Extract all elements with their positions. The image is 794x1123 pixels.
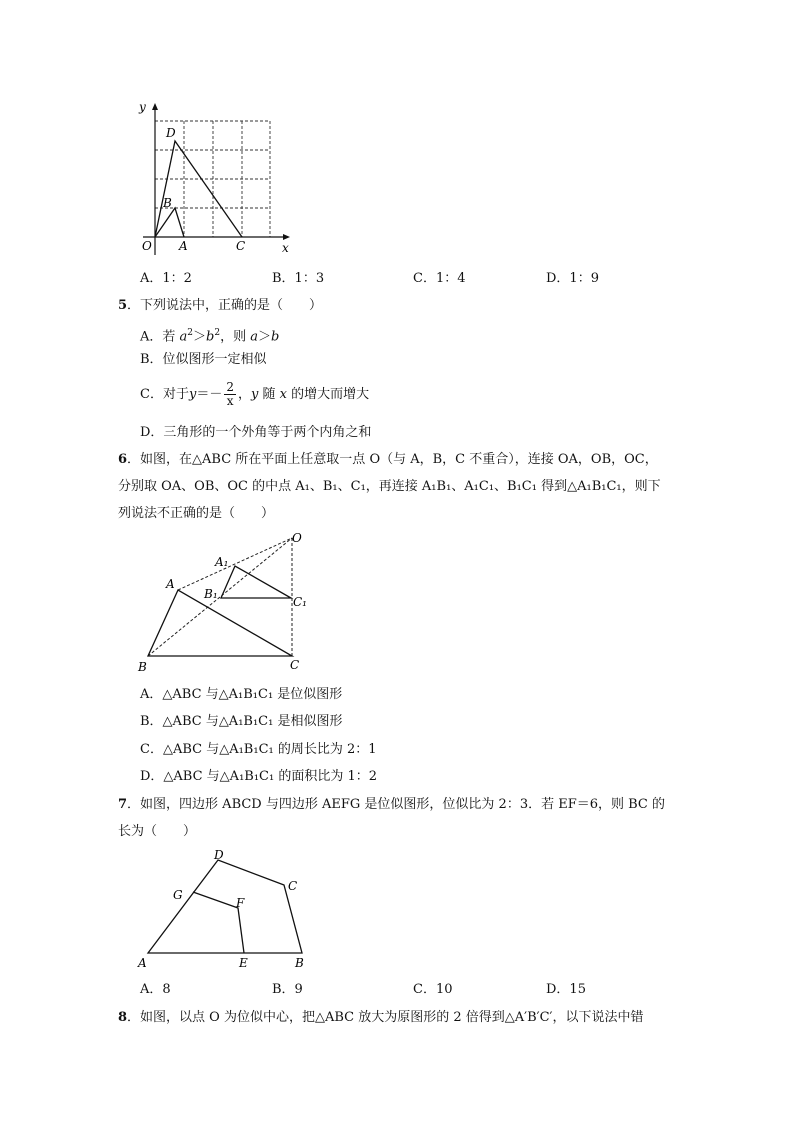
q7-label-B: B — [295, 956, 304, 970]
q6-stem-line3: 列说法不正确的是（ ） — [118, 506, 275, 521]
q7-label-E: E — [239, 956, 248, 970]
q4-option-a[interactable]: A．1：2 — [140, 271, 192, 286]
q7-quad-abcd — [148, 860, 302, 953]
q5a-var-a: a — [179, 329, 188, 345]
q6-label-C: C — [290, 658, 300, 672]
q7-label-A: A — [138, 956, 147, 970]
q5c-numerator: 2 — [226, 380, 234, 394]
q4-label-C: C — [236, 239, 246, 253]
q6-triangle-abc — [148, 590, 292, 656]
q4-axes — [143, 107, 285, 255]
q5-option-b[interactable]: B．位似图形一定相似 — [140, 352, 267, 367]
q5-option-a[interactable] — [140, 324, 279, 346]
q6-label-C1: C₁ — [293, 595, 307, 609]
q6-triangle-a1b1c1 — [221, 566, 291, 598]
q6-label-A: A — [166, 577, 175, 591]
q5a-part2: ，则 — [220, 329, 251, 345]
q4-triangles — [155, 141, 242, 237]
q6-label-B1: B₁ — [204, 587, 218, 601]
q7-option-b[interactable]: B．9 — [272, 982, 303, 997]
q4-label-y: y — [139, 100, 146, 114]
q7-label-G: G — [173, 888, 183, 902]
q5-stem-text: ．下列说法中，正确的是（ ） — [127, 298, 323, 313]
q6-stem-line2: 分别取 OA、OB、OC 的中点 A₁、B₁、C₁，再连接 A₁B₁、A₁C₁、B₁C₁ 得到△A₁B₁C₁，则下 — [118, 479, 661, 494]
q7-stem-line2: 长为（ ） — [118, 824, 197, 839]
q5-number: 5 — [118, 298, 128, 313]
q4-figure — [135, 95, 305, 260]
q8-line1-text: ．如图，以点 O 为位似中心，把△ABC 放大为原图形的 2 倍得到△A′B′C′，以下说法中错 — [127, 1010, 644, 1025]
q4-label-D: D — [166, 126, 176, 140]
q7-line1-text: ．如图，四边形 ABCD 与四边形 AEFG 是位似图形，位似比为 2：3．若 EF＝6，则 BC 的 — [127, 797, 666, 812]
q4-label-O: O — [142, 239, 152, 253]
q4-option-d[interactable]: D．1：9 — [546, 271, 599, 286]
q5-stem — [118, 297, 322, 315]
q5a-sup2: 2 — [214, 328, 221, 338]
q7-label-C: C — [288, 879, 298, 893]
q6-option-a[interactable]: A．△ABC 与△A₁B₁C₁ 是位似图形 — [140, 687, 343, 702]
x-axis-arrow-icon — [283, 234, 290, 240]
q5c-var-y2: y — [250, 387, 259, 402]
q7-option-a[interactable]: A．8 — [140, 982, 171, 997]
q7-label-D: D — [214, 848, 224, 862]
q4-label-x: x — [282, 241, 289, 255]
q4-label-A: A — [179, 239, 188, 253]
q7-number: 7 — [118, 797, 128, 812]
q6-label-O: O — [292, 531, 302, 545]
q7-label-F: F — [236, 896, 245, 910]
q6-line1-text: ．如图，在△ABC 所在平面上任意取一点 O（与 A，B，C 不重合），连接 OA，OB，OC， — [127, 452, 658, 467]
q7-stem-line1 — [118, 796, 665, 814]
q7-option-c[interactable]: C．10 — [413, 982, 453, 997]
q5c-part1: C．对于 — [140, 387, 189, 402]
q5a-var-a2: a — [250, 329, 259, 345]
q5a-gt2: ＞ — [258, 329, 272, 345]
q7-figure — [130, 845, 320, 973]
q4-option-b[interactable]: B．1：3 — [272, 271, 325, 286]
q5a-gt: ＞ — [193, 329, 207, 345]
q5a-var-b2: b — [271, 329, 280, 345]
q6-label-A1: A₁ — [215, 555, 229, 569]
q5c-eq: ＝－ — [196, 387, 223, 402]
q5-option-c[interactable] — [140, 380, 369, 410]
q5c-var-x: x — [279, 387, 287, 402]
q8-number: 8 — [118, 1010, 128, 1025]
q5c-part3: 随 — [258, 387, 280, 402]
q8-stem-line1 — [118, 1009, 644, 1027]
q6-option-d[interactable]: D．△ABC 与△A₁B₁C₁ 的面积比为 1：2 — [140, 769, 378, 784]
y-axis-arrow-icon — [152, 103, 158, 110]
q6-figure — [130, 528, 320, 676]
q6-option-c[interactable]: C．△ABC 与△A₁B₁C₁ 的周长比为 2：1 — [140, 742, 377, 757]
q6-number: 6 — [118, 452, 128, 467]
q4-option-c[interactable]: C．1：4 — [413, 271, 466, 286]
q5-option-d[interactable]: D．三角形的一个外角等于两个内角之和 — [140, 425, 372, 440]
q5c-denominator: x — [226, 394, 234, 408]
q5a-sup1: 2 — [187, 328, 194, 338]
q6-option-b[interactable]: B．△ABC 与△A₁B₁C₁ 是相似图形 — [140, 714, 343, 729]
q6-label-B: B — [138, 660, 147, 674]
q5a-var-b: b — [206, 329, 215, 345]
q5c-part4: 的增大而增大 — [286, 387, 370, 402]
q7-option-d[interactable]: D．15 — [546, 982, 586, 997]
q5c-var-y: y — [188, 387, 197, 402]
q4-label-B: B — [163, 196, 172, 210]
q5c-part2: ， — [237, 387, 251, 402]
q6-stem-line1 — [118, 451, 658, 469]
q5c-fraction — [224, 381, 236, 408]
q5a-part1: A．若 — [140, 329, 180, 345]
